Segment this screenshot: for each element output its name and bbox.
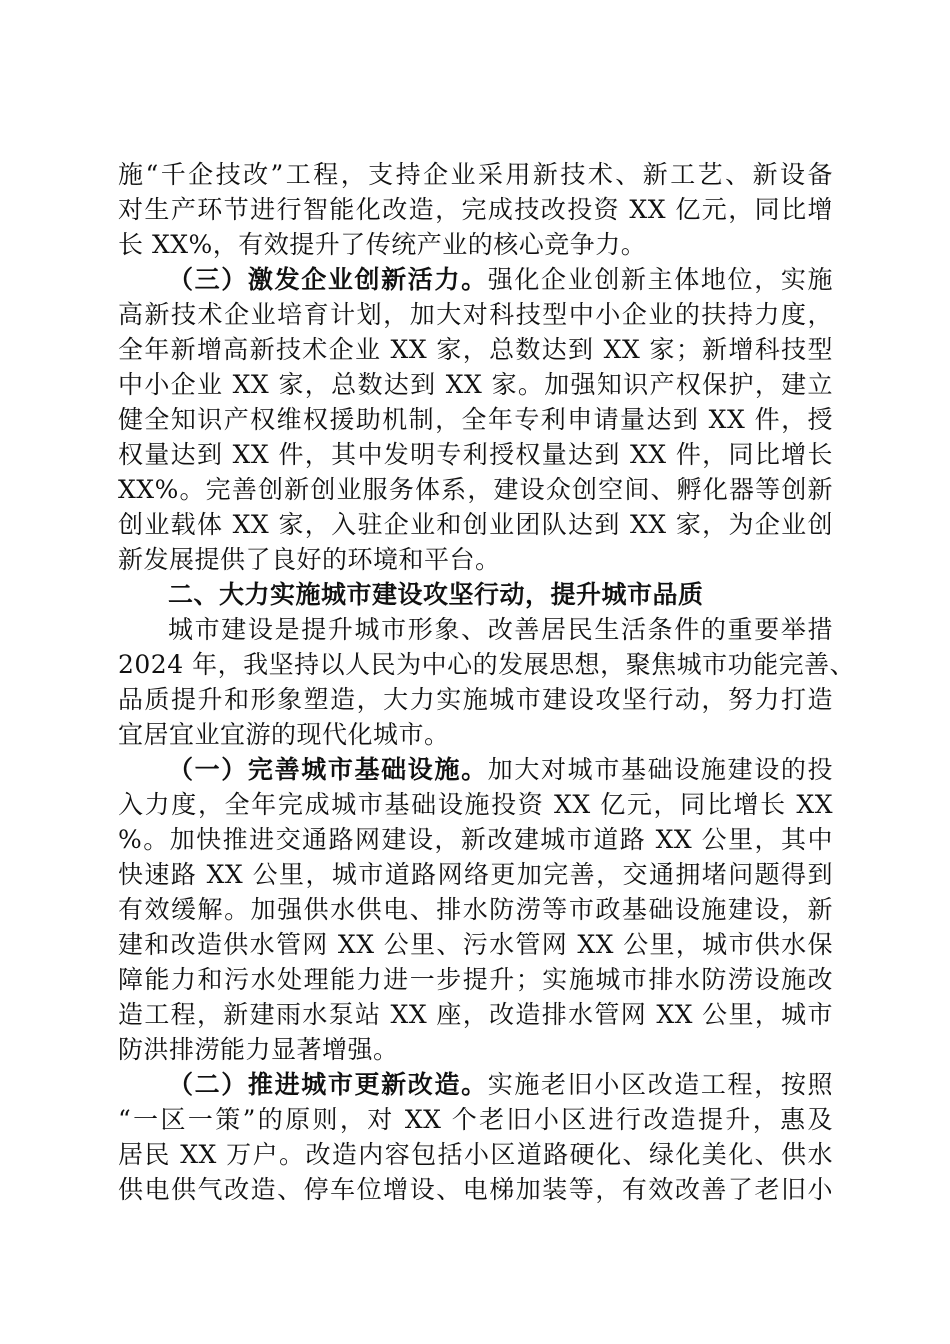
text-fragment: 加大对城市基础设施建设的投 bbox=[487, 755, 833, 784]
text-line: 2024 年，我坚持以人民为中心的发展思想，聚焦城市功能完善、 bbox=[118, 650, 856, 679]
subheading-line bbox=[168, 1067, 833, 1103]
text-line: 健全知识产权维权援助机制，全年专利申请量达到 XX 件，授 bbox=[118, 405, 833, 434]
text-line: 对生产环节进行智能化改造，完成技改投资 XX 亿元，同比增 bbox=[118, 195, 833, 224]
subheading-line bbox=[168, 262, 833, 298]
text-line: 居民 XX 万户。改造内容包括小区道路硬化、绿化美化、供水 bbox=[118, 1140, 833, 1169]
text-line: XX%。完善创新创业服务体系，建设众创空间、孵化器等创新 bbox=[118, 475, 833, 504]
text-line: 入力度，全年完成城市基础设施投资 XX 亿元，同比增长 XX bbox=[118, 790, 833, 819]
text-line: 高新技术企业培育计划，加大对科技型中小企业的扶持力度， bbox=[118, 300, 833, 329]
subheading-innovation: （三）激发企业创新活力。 bbox=[168, 265, 488, 294]
text-line: 供电供气改造、停车位增设、电梯加装等，有效改善了老旧小 bbox=[118, 1175, 833, 1204]
text-line: 创业载体 XX 家，入驻企业和创业团队达到 XX 家，为企业创 bbox=[118, 510, 833, 539]
text-fragment: 实施老旧小区改造工程，按照 bbox=[487, 1070, 833, 1099]
text-line: 障能力和污水处理能力进一步提升；实施城市排水防涝设施改 bbox=[118, 965, 833, 994]
text-line: 品质提升和形象塑造，大力实施城市建设攻坚行动，努力打造 bbox=[118, 685, 833, 714]
text-line: 权量达到 XX 件，其中发明专利授权量达到 XX 件，同比增长 bbox=[118, 440, 833, 469]
text-line: 防洪排涝能力显著增强。 bbox=[118, 1035, 399, 1064]
text-line: 造工程，新建雨水泵站 XX 座，改造排水管网 XX 公里，城市 bbox=[118, 1000, 833, 1029]
text-line: %。加快推进交通路网建设，新改建城市道路 XX 公里，其中 bbox=[118, 825, 833, 854]
subheading-urban-renewal: （二）推进城市更新改造。 bbox=[168, 1070, 488, 1099]
text-line: 长 XX%，有效提升了传统产业的核心竞争力。 bbox=[118, 230, 647, 259]
text-line: 中小企业 XX 家，总数达到 XX 家。加强知识产权保护，建立 bbox=[118, 370, 833, 399]
section-heading: 二、大力实施城市建设攻坚行动，提升城市品质 bbox=[168, 580, 704, 609]
text-line: “一区一策”的原则，对 XX 个老旧小区进行改造提升，惠及 bbox=[118, 1105, 833, 1134]
text-line: 宜居宜业宜游的现代化城市。 bbox=[118, 720, 450, 749]
text-fragment: 强化企业创新主体地位，实施 bbox=[487, 265, 833, 294]
text-line: 快速路 XX 公里，城市道路网络更加完善，交通拥堵问题得到 bbox=[118, 860, 833, 889]
subheading-infrastructure: （一）完善城市基础设施。 bbox=[168, 755, 488, 784]
text-line: 有效缓解。加强供水供电、排水防涝等市政基础设施建设，新 bbox=[118, 895, 833, 924]
text-line: 施“千企技改”工程，支持企业采用新技术、新工艺、新设备 bbox=[118, 160, 833, 189]
text-line: 新发展提供了良好的环境和平台。 bbox=[118, 545, 501, 574]
subheading-line bbox=[168, 752, 833, 788]
text-line: 城市建设是提升城市形象、改善居民生活条件的重要举措 bbox=[168, 615, 833, 644]
text-line: 建和改造供水管网 XX 公里、污水管网 XX 公里，城市供水保 bbox=[118, 930, 833, 959]
text-line: 全年新增高新技术企业 XX 家，总数达到 XX 家；新增科技型 bbox=[118, 335, 833, 364]
